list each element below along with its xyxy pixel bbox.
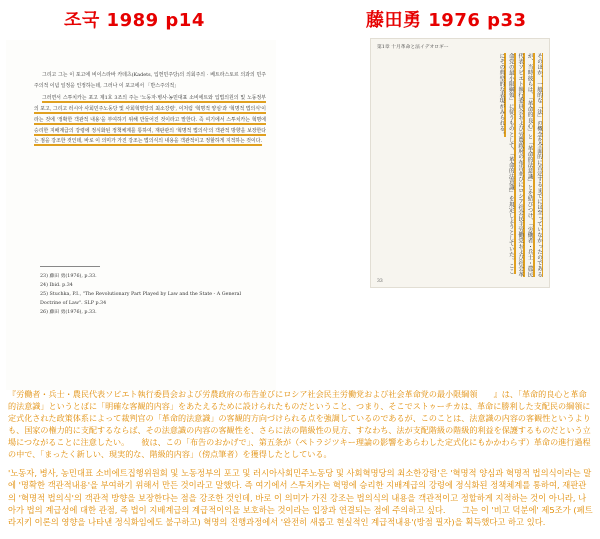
right-page-number: 33 xyxy=(377,279,383,284)
right-page-vertical-text xyxy=(496,53,543,279)
left-footnotes xyxy=(40,272,262,317)
left-paragraph-2-highlighted: 그러면서 스투치카는 포고 제1호 3조의 주는 '노동자·병사·농민대표 소비에트와 입법의원의 및 노동정부의 포고, 그리고 러시아 사회민주노동당 및 사회혁명당의 최소강령', 이처럼 '혁명적 양심'과 '혁명적 법의식'이라는 것에 '정확한 객관적 내용'을 부여하기 위해 만들어진 것이라고 말한다. 즉 여기에서 스투치카는 혁명에 승리한 지배계급의 강령에 정식화된 정책체계를 통하여, 재판관의 '혁명적 법의식'의 객관적 방향을 보장한다는 점을 강조한 것인데, 바로 이 의미가 가진 강조는 법의식의 내용을 객관적이고 정할하게 지적하는 것이다. xyxy=(34,94,266,145)
source-label-right: 藤田勇 1976 p33 xyxy=(366,10,527,31)
left-paragraph-1: 그리고 그는 이 포고에 비이스라바 카데츠(Kadets, 입헌민주당)의 의회주의 · 베트라스토르 의과의 민주주의적 이념 일정을 인정하는데, 그러나 이 포고에서 「반스주의적」 xyxy=(34,72,266,89)
footnote-26: 26) 藤田 勇(1976), p.33. xyxy=(40,310,97,315)
japanese-transcription: 『労働者・兵士・農民代表ソビエト執行委員会および労農政府の布告並びにロシア社会民主労働党および社会革命党の最小限綱領 』は、「革命的良心と革命的法意識」というとばに「明確な客観的内容」をあたえるために設けられたものだということ、つまり、そこでストゥーチカは、革命に勝利した支配民の綱領に定式化された政策体系によって裁判官の「革命的法意識」の客観的方向づけられる点を強調しているのであるが、このことは、法意識の内容の客観性というよりも、国家の権力的に支配するならば、その法意識の内容の客観性を、さらに法の階級性の見方、すなわち、法が支配階級の階級的利益を保護するものだという立場につながることに注意したい。 彼は、この「布告のおかげで」、第五条が（ペトラジツキー理論の影響をあらわした定式化にもかかわらず）革命の進行過程の中で、「まったく新しい、現実的な、階級的内容」（傍点筆者）を獲得したとしている。 xyxy=(8,389,591,460)
scanned-page-right xyxy=(370,38,550,288)
footnote-23: 23) 藤田 勇(1976), p.33. xyxy=(40,274,97,279)
right-page-column: そのほか、一般的な「法」の概念を全面的に否定するまでには至っていなかったのであるが、当時彼らは、「革命的良心」と「革命的法意識」とを結びつけ、「労働者・兵士・農民代表ソビエト執行委員会および労農政府の布告並びにロシア社会民主労働党および社会革命党の最小限綱領」に従うものとして、「革命的法意識」を規定しようとしていた。ここにその典型的な表現がみられる。 xyxy=(498,53,542,277)
korean-transcription: '노동자, 병사, 농민대표 소비에트집행위원회 및 노동정부의 포고 및 러시아사회민주노동당 및 사회혁명당의 최소한강령'은 '혁명적 양심과 혁명적 법의식이라는 말에 '명확한 객관적내용'을 부여하기 위해서 만든 것이라고 말했다. 즉 여기에서 스투치카는 혁명에 승리한 지배계급의 강령에 정식화된 정책체계를 통하여, 재판관의 '혁명적 법의식'의 객관적 방향을 보장한다는 점을 강조한 것인데, 바로 이 의미가 가진 강조는 법의식의 내용을 객관적이고 정할하게 지적하는 것이 아니라, 나아가 법의 계급성에 대한 관점, 즉 법이 지배계급의 계급적이익을 보호하는 것이라는 입장과 연결되는 점에 주의하고 싶다. 그는 이 '비고 덕분에' 제5조가 (페트라지키 이론의 영향을 나타낸 정식화임에도 불구하고) 혁명의 진행과정에서 '완전히 새롭고 현실적인 계급적내용'(방점 필자)을 획득했다고 하고 있다. xyxy=(8,468,593,528)
left-page-body xyxy=(34,70,266,148)
footnote-divider xyxy=(40,266,100,267)
right-page-chapter: 第1章 十月革命と法イデオロギー xyxy=(377,45,449,50)
source-label-left: 조국 1989 p14 xyxy=(64,10,205,31)
scanned-page-left xyxy=(6,40,276,390)
footnote-24: 24) Ibid. p.34 xyxy=(40,283,73,288)
footnote-25: 25) Stuchka, P.I., "The Revolutionary Part Played by Law and the State - A General Doctrine of Law". SLP p.34 xyxy=(40,292,242,306)
